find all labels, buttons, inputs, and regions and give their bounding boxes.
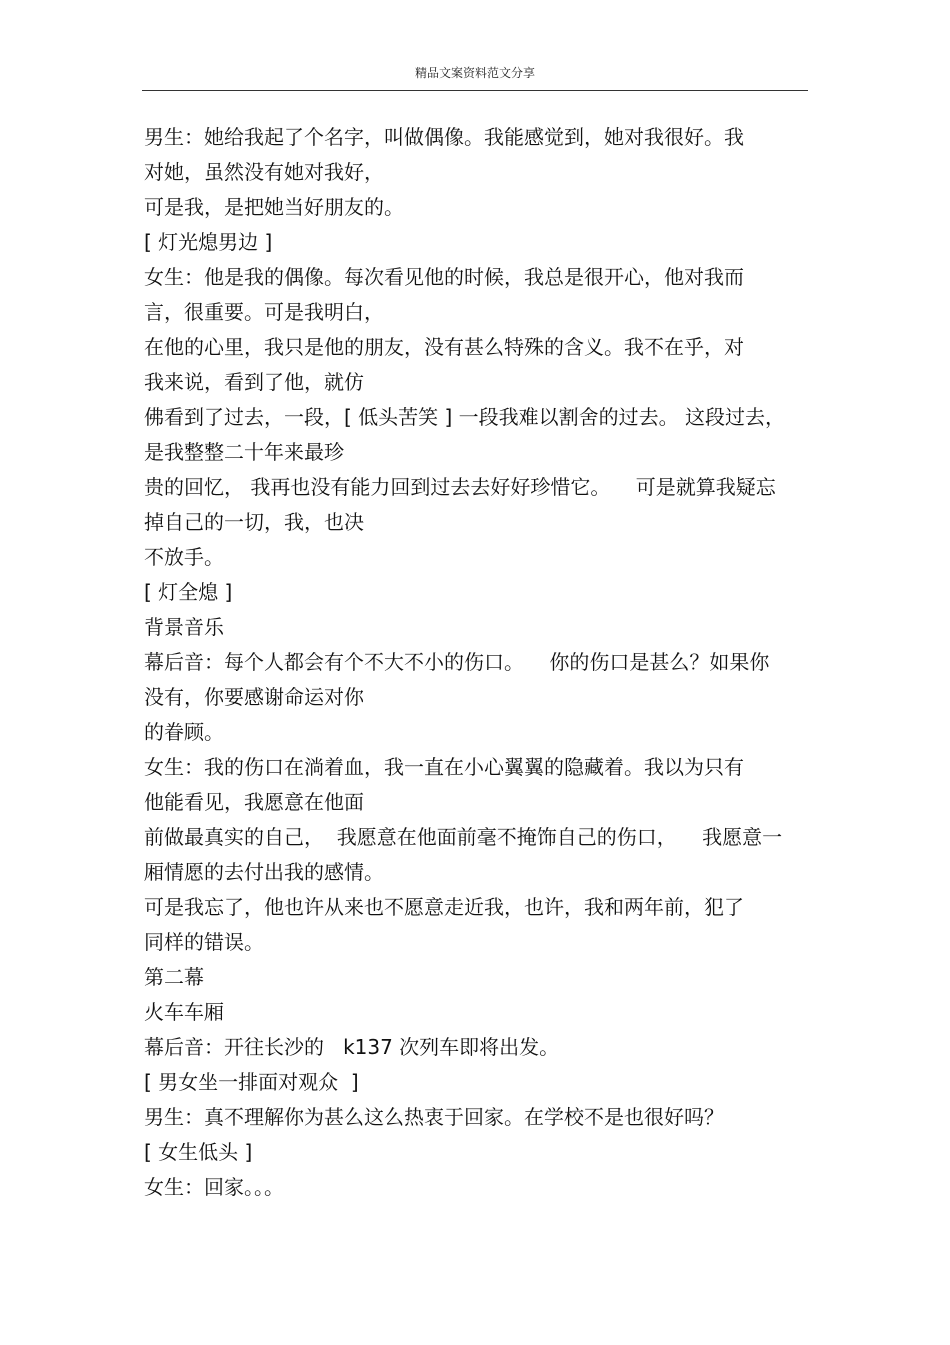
text-line: 前做最真实的自己， 我愿意在他面前毫不掩饰自己的伤口， 我愿意一 [144,825,783,849]
text-line: 男生：真不理解你为甚么这么热衷于回家。在学校不是也很好吗？ [144,1105,724,1129]
text-line: 幕后音：每个人都会有个不大不小的伤口。 你的伤口是甚么？如果你 [144,650,770,674]
text-line: 可是我忘了，他也许从来也不愿意走近我，也许，我和两年前，犯了 [144,895,744,919]
text-line: 可是我，是把她当好朋友的。 [144,195,404,219]
text-line: 掉自己的一切，我，也决 [144,510,364,534]
text-line: 不放手。 [144,545,224,569]
text-line: 幕后音：开往长沙的 k137 次列车即将出发。 [144,1035,560,1059]
text-line: 女生：他是我的偶像。每次看见他的时候，我总是很开心，他对我而 [144,265,744,289]
text-line: 贵的回忆， 我再也没有能力回到过去去好好珍惜它。 可是就算我疑忘 [144,475,776,499]
stage-direction: [ 灯全熄 ] [144,580,233,604]
text-line: 是我整整二十年来最珍 [144,440,344,464]
text-line: 女生：我的伤口在淌着血，我一直在小心翼翼的隐藏着。我以为只有 [144,755,744,779]
text-line: 没有，你要感谢命运对你 [144,685,364,709]
text-line: 言，很重要。可是我明白， [144,300,384,324]
text-line: 厢情愿的去付出我的感情。 [144,860,384,884]
act-heading: 第二幕 [144,965,204,989]
stage-direction: [ 灯光熄男边 ] [144,230,273,254]
text-line: 背景音乐 [144,615,224,639]
text-line: 男生：她给我起了个名字，叫做偶像。我能感觉到，她对我很好。我 [144,125,744,149]
text-line: 我来说，看到了他，就仿 [144,370,364,394]
script-body [144,120,808,1205]
text-line: 他能看见，我愿意在他面 [144,790,364,814]
text-line: 女生：回家。。。 [144,1175,284,1199]
stage-direction: [ 女生低头 ] [144,1140,253,1164]
text-line: 佛看到了过去，一段，[ 低头苦笑 ] 一段我难以割舍的过去。 这段过去， [144,405,786,429]
text-line: 对她，虽然没有她对我好， [144,160,384,184]
stage-direction: [ 男女坐一排面对观众 ] [144,1070,359,1094]
text-line: 在他的心里，我只是他的朋友，没有甚么特殊的含义。我不在乎，对 [144,335,744,359]
text-line: 同样的错误。 [144,930,264,954]
page-header: 精品文案资料范文分享 [414,66,535,80]
text-line: 的眷顾。 [144,720,224,744]
header-divider [142,90,808,91]
scene-setting: 火车车厢 [144,1000,224,1024]
